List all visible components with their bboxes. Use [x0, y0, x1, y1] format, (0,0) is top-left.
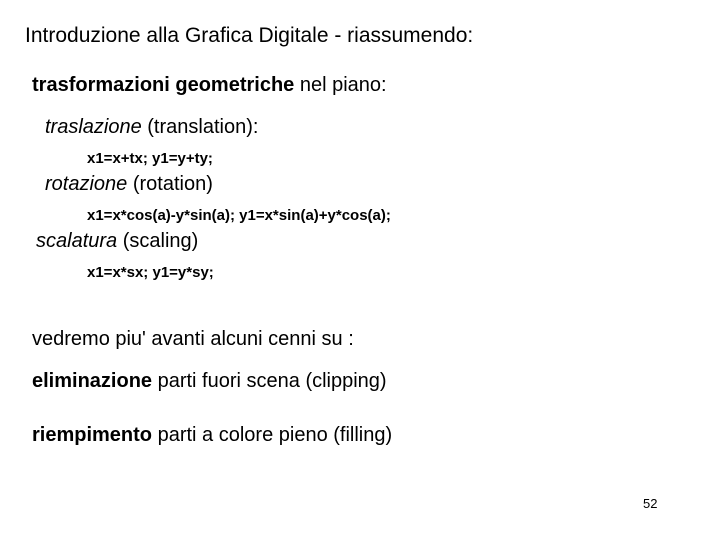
item-translation	[45, 116, 258, 139]
filling-bold: riempimento	[32, 424, 153, 446]
filling-rest: parti a colore pieno (filling)	[152, 424, 393, 446]
preview-line: vedremo piu' avanti alcuni cenni su :	[32, 328, 354, 350]
item-translation-desc: (translation):	[141, 116, 259, 138]
clipping-line	[32, 370, 387, 393]
topic-heading-rest: nel piano:	[294, 74, 387, 96]
item-scaling	[36, 230, 198, 253]
item-rotation-term: rotazione	[45, 173, 128, 195]
item-rotation-desc: (rotation)	[127, 173, 213, 195]
topic-heading	[32, 74, 387, 97]
item-scaling-term: scalatura	[36, 230, 118, 252]
clipping-bold: eliminazione	[32, 370, 153, 392]
formula-rotation: x1=x*cos(a)-y*sin(a); y1=x*sin(a)+y*cos(a);	[87, 207, 391, 224]
item-translation-term: traslazione	[45, 116, 142, 138]
slide-title: Introduzione alla Grafica Digitale - riassumendo:	[25, 24, 474, 47]
item-rotation	[45, 173, 213, 196]
topic-heading-bold: trasformazioni geometriche	[32, 74, 295, 96]
page-number: 52	[643, 496, 658, 511]
clipping-rest: parti fuori scena (clipping)	[152, 370, 387, 392]
item-scaling-desc: (scaling)	[117, 230, 199, 252]
filling-line	[32, 424, 392, 447]
formula-scaling: x1=x*sx; y1=y*sy;	[87, 264, 214, 281]
formula-translation: x1=x+tx; y1=y+ty;	[87, 150, 213, 167]
